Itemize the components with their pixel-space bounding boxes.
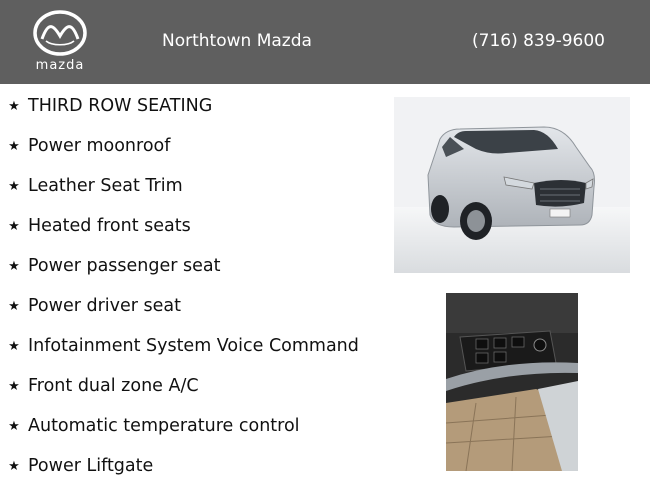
feature-label: Power moonroof — [28, 136, 171, 156]
star-icon: ★ — [8, 258, 20, 274]
feature-item — [0, 286, 390, 326]
feature-label: Power driver seat — [28, 296, 181, 316]
feature-item — [0, 126, 390, 166]
feature-label: Power Liftgate — [28, 456, 154, 476]
star-icon: ★ — [8, 98, 20, 114]
feature-item — [0, 326, 390, 366]
door-panel-image — [446, 293, 578, 471]
mazda-logo-icon — [22, 8, 98, 58]
feature-item — [0, 86, 390, 126]
door-controls-photo[interactable] — [446, 293, 578, 471]
suv-image — [394, 97, 630, 273]
header-bar — [0, 0, 650, 84]
star-icon: ★ — [8, 338, 20, 354]
star-icon: ★ — [8, 418, 20, 434]
feature-label: Front dual zone A/C — [28, 376, 199, 396]
logo-wordmark: mazda — [35, 58, 85, 73]
star-icon: ★ — [8, 178, 20, 194]
feature-item — [0, 246, 390, 286]
feature-item — [0, 366, 390, 406]
feature-item — [0, 446, 390, 486]
feature-item — [0, 166, 390, 206]
dealer-name[interactable]: Northtown Mazda — [162, 31, 312, 51]
star-icon: ★ — [8, 218, 20, 234]
feature-label: Heated front seats — [28, 216, 191, 236]
feature-label: THIRD ROW SEATING — [28, 96, 213, 116]
star-icon: ★ — [8, 458, 20, 474]
mazda-logo[interactable] — [22, 8, 98, 78]
feature-label: Leather Seat Trim — [28, 176, 183, 196]
star-icon: ★ — [8, 378, 20, 394]
feature-label: Automatic temperature control — [28, 416, 300, 436]
feature-label: Infotainment System Voice Command — [28, 336, 359, 356]
feature-label: Power passenger seat — [28, 256, 221, 276]
dealer-phone[interactable]: (716) 839-9600 — [472, 31, 605, 51]
vehicle-exterior-photo[interactable] — [394, 97, 630, 273]
feature-item — [0, 406, 390, 446]
feature-item — [0, 206, 390, 246]
star-icon: ★ — [8, 298, 20, 314]
star-icon: ★ — [8, 138, 20, 154]
